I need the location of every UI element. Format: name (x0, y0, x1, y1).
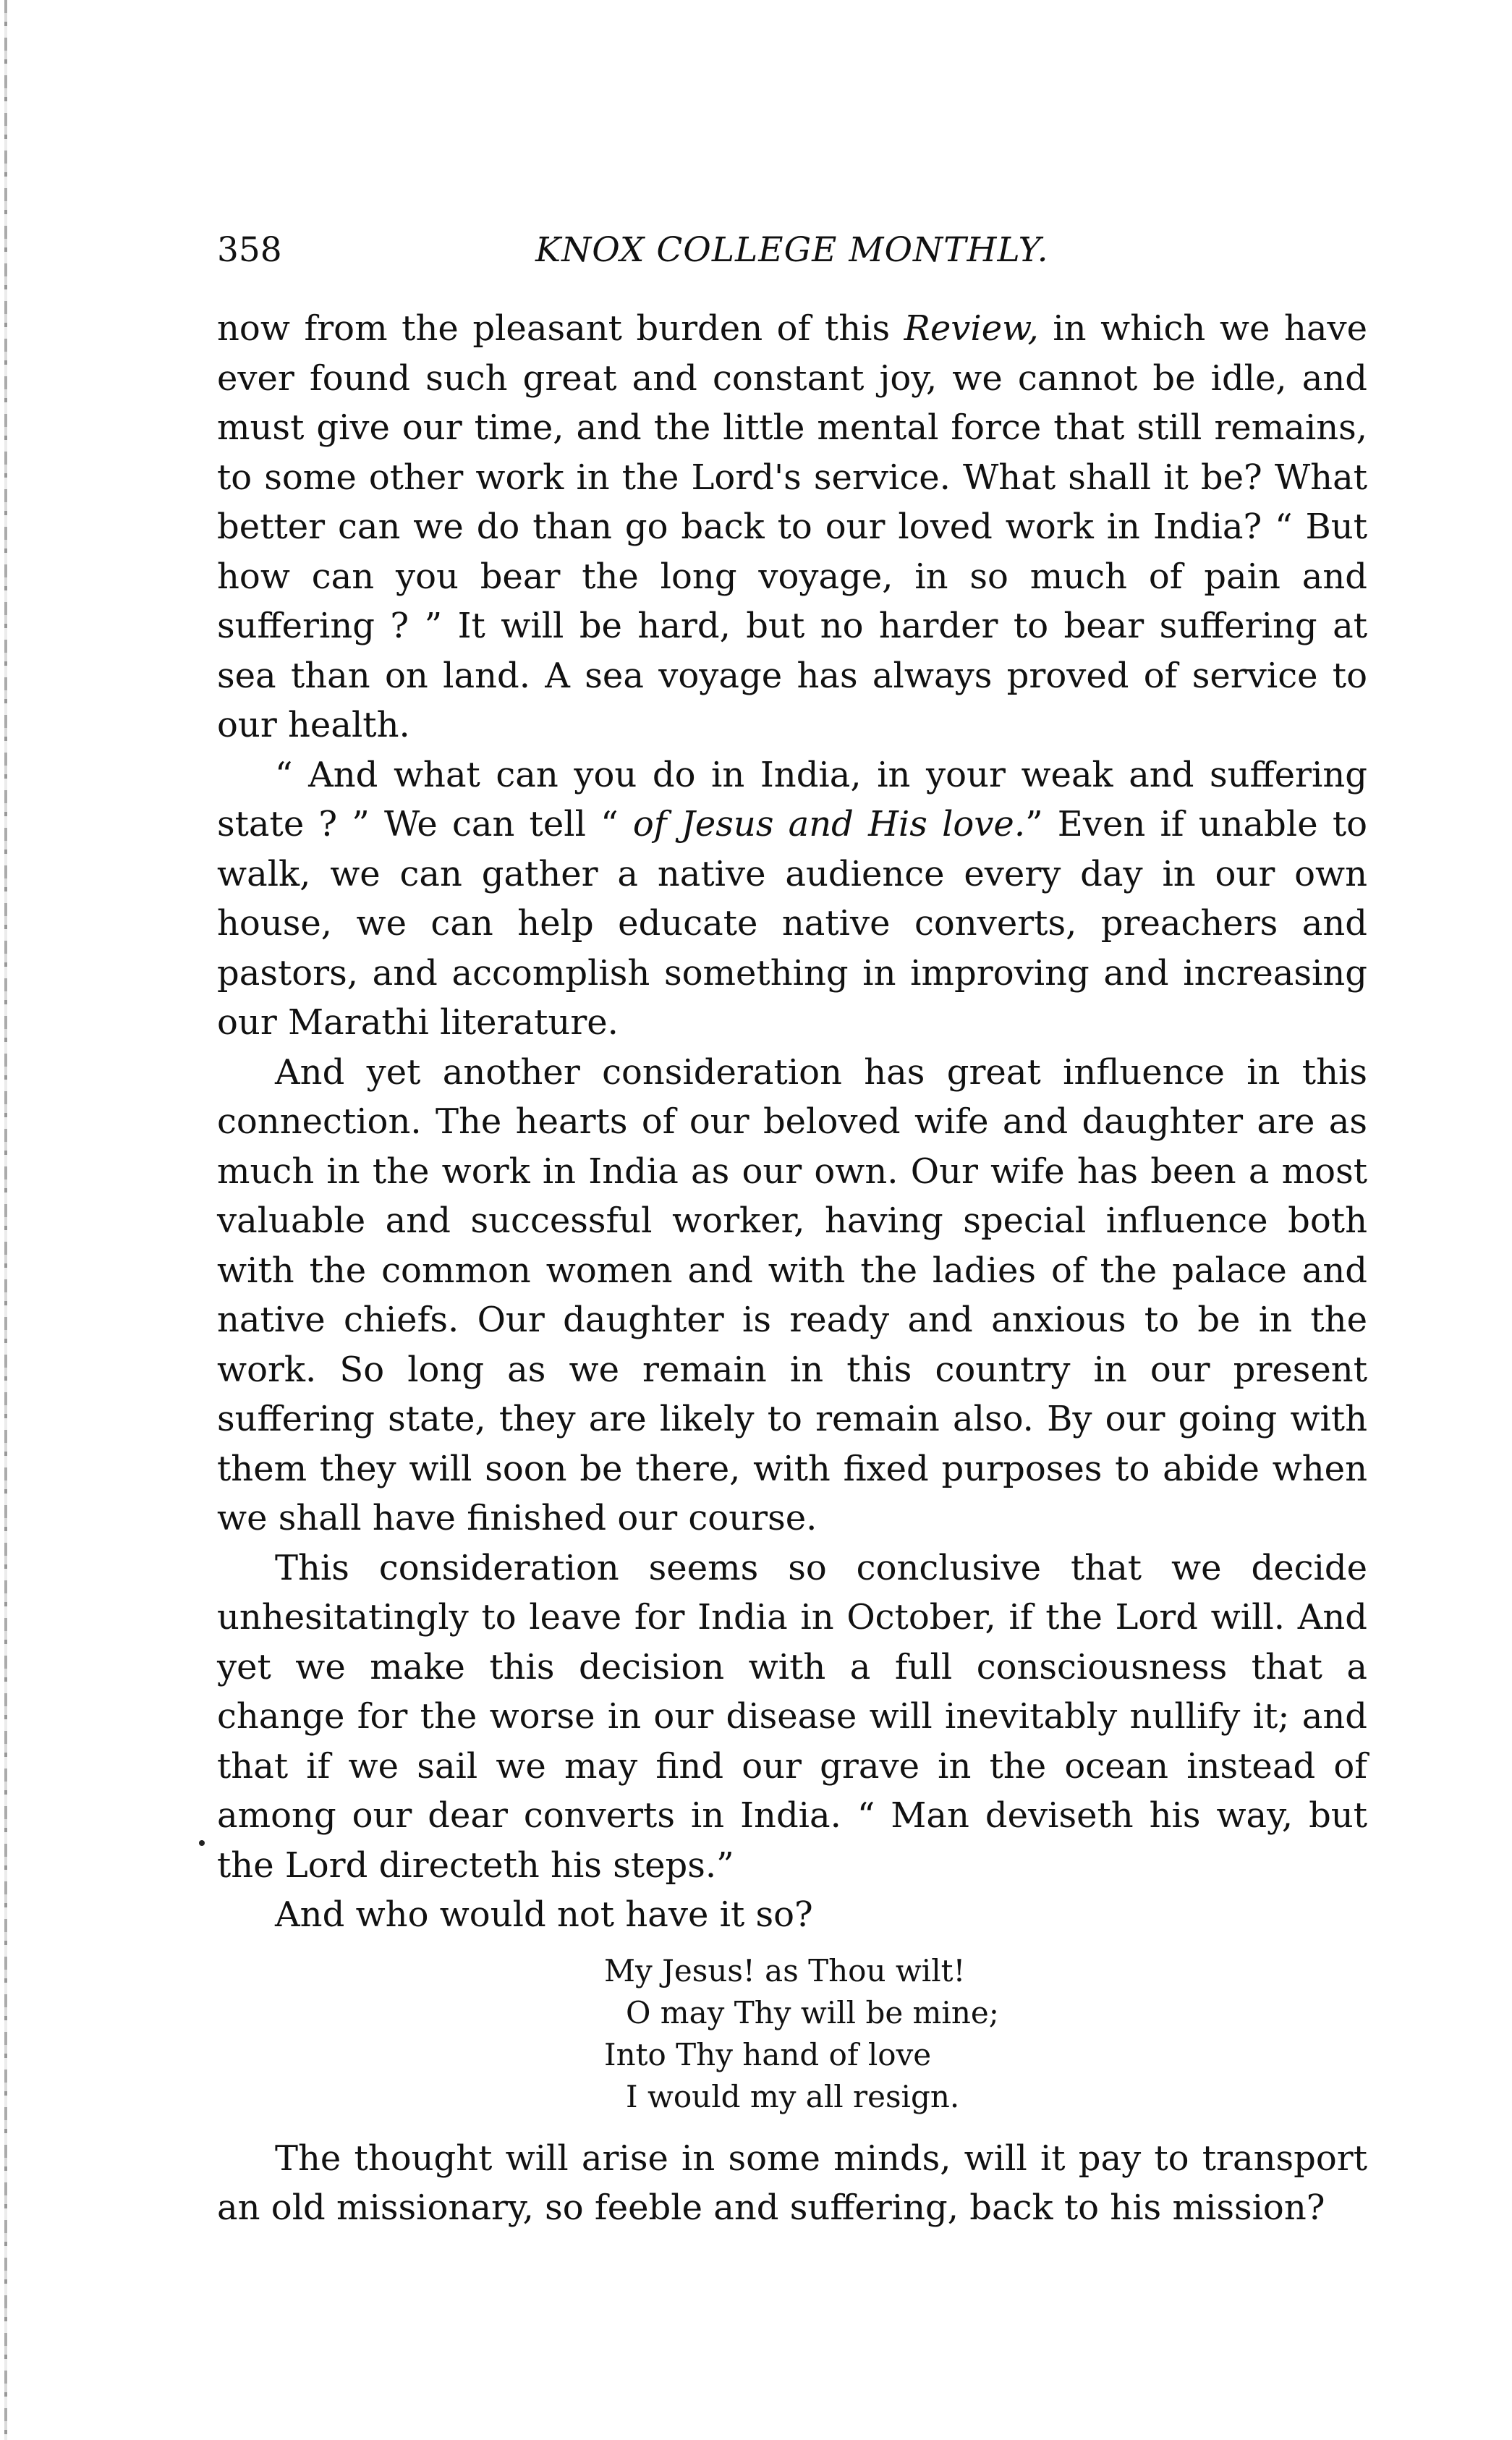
body-text (217, 304, 1367, 2233)
paragraph-3: And yet another consideration has great influence in this connection. The hearts of our beloved wife and daughter are as much in the work in India as our own. Our wife has been a most valuable and successful worker, having special influence both with the common women and with the ladies of the palace and native chiefs. Our daughter is ready and anxious to be in the work. So long as we remain in this country in our present suffering state, they are likely to remain also. By our going with them they will soon be there, with fixed purposes to abide when we shall have finished our course. (217, 1051, 1367, 1538)
running-head: KNOX COLLEGE MONTHLY. (535, 230, 1049, 270)
page-number: 358 (217, 230, 282, 270)
poem-line: My Jesus! as Thou wilt! (604, 1952, 966, 1988)
stray-dot (199, 1840, 205, 1846)
paragraph-4: This consideration seems so conclusive that we decide unhesitatingly to leave for India in October, if the Lord will. And yet we make this decision with a full consciousness that a change for the worse in our disease will inevitably nullify it; and that if we sail we may find our grave in the ocean instead of among our dear converts in India. “ Man deviseth his way, but the Lord directeth his steps.” (217, 1547, 1367, 1886)
page-edge (4, 0, 7, 2440)
paragraph-2: “ And what can you do in India, in your weak and suffering state ? ” We can tell “ of Jesus and His love.” Even if unable to walk, we can gather a native audience every day in our own house, we can help educate native converts, preachers and pastors, and accomplish something in improving and increasing our Marathi literature. (217, 754, 1368, 1043)
poem-line: O may Thy will be mine; (626, 1994, 999, 2030)
paragraph-6: The thought will arise in some minds, will it pay to transport an old missionary, so feeble and suffering, back to his mission? (217, 2138, 1367, 2228)
italic-title: Review, (904, 308, 1039, 349)
italic-quote: of Jesus and His love. (632, 804, 1026, 844)
poem-line: Into Thy hand of love (604, 2036, 932, 2072)
page-header (217, 230, 1375, 288)
paragraph-5: And who would not have it so? (275, 1894, 813, 1935)
paragraph-1: now from the pleasant burden of this Review, in which we have ever found such great and constant joy, we cannot be idle, and must give our time, and the little mental force that still remains, to some other work in the Lord's service. What shall it be? What better can we do than go back to our loved work in India? “ But how can you bear the long voyage, in so much of pain and suffering ? ” It will be hard, but no harder to bear suffering at sea than on land. A sea voyage has always proved of service to our health. (217, 308, 1367, 745)
poem (217, 1950, 1367, 2118)
poem-line: I would my all resign. (626, 2078, 960, 2114)
